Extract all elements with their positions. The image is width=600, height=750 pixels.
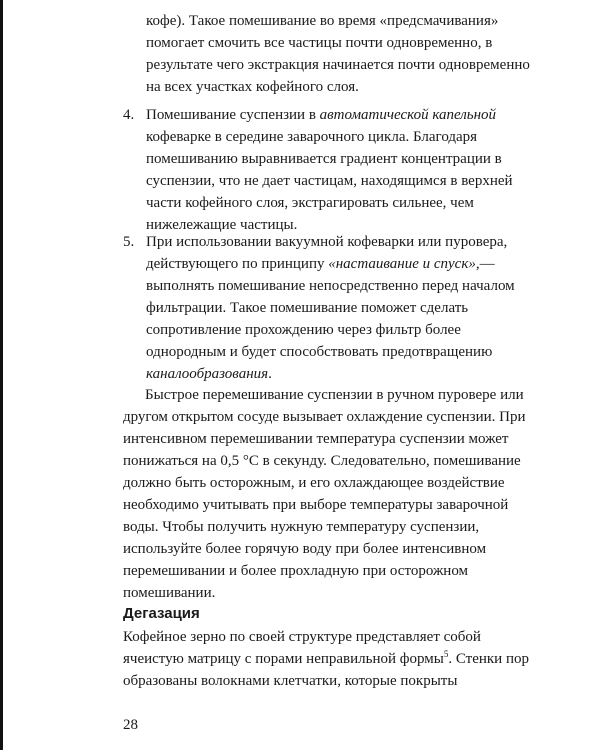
italic-term: каналообразования xyxy=(146,366,269,382)
list-item-text: При использовании вакуумной кофеварки или пуровера, действующего по принципу «настаивание и спуск»,— выполнять помешивание непосредственно перед началом фильтрации. Такое помешивание поможет сделать сопротивление прохождению через фильтр более однородным и будет способствовать предотвращению каналообразования. xyxy=(146,234,515,382)
italic-term: автоматической капельной xyxy=(319,107,497,123)
page-edge xyxy=(0,0,3,750)
continuation-paragraph: кофе). Такое помешивание во время «предсмачивания» помогает смочить все частицы почти одновременно, в результате чего экстракция начинается почти одновременно на всех участках кофейного слоя. xyxy=(146,13,530,95)
footnote-marker: 5 xyxy=(443,649,449,659)
italic-term: «настаивание и спуск» xyxy=(328,256,476,272)
body-paragraph: Быстрое перемешивание суспензии в ручном пуровере или другом открытом сосуде вызывает охлаждение суспензии. При интенсивном перемешивании температура суспензии может понижаться на 0,5 °С в секунду. Следовательно, помешивание должно быть осторожным, и его охлаждающее воздействие необходимо учитывать при выборе температуры заварочной воды. Чтобы получить нужную температуру суспензии, используйте более горячую воду при более интенсивном перемешивании и более прохладную при осторожном помешивании. xyxy=(123,387,526,601)
list-item-text: Помешивание суспензии в автоматической капельной кофеварке в середине заварочного цикла. Благодаря помешиванию выравнивается градиент концентрации в суспензии, что не дает частицам, находящимся в верхней части кофейного слоя, экстрагировать сильнее, чем нижележащие частицы. xyxy=(146,107,513,233)
page-number: 28 xyxy=(123,717,138,733)
section-paragraph: Кофейное зерно по своей структуре представляет собой ячеистую матрицу с порами неправильной формы$^5$. Стенки пор образованы волокнами клетчатки, которые покрыты xyxy=(123,629,529,689)
list-item-number: 4. xyxy=(123,107,135,123)
section-heading: Дегазация xyxy=(123,605,200,622)
list-item-number: 5. xyxy=(123,234,135,250)
